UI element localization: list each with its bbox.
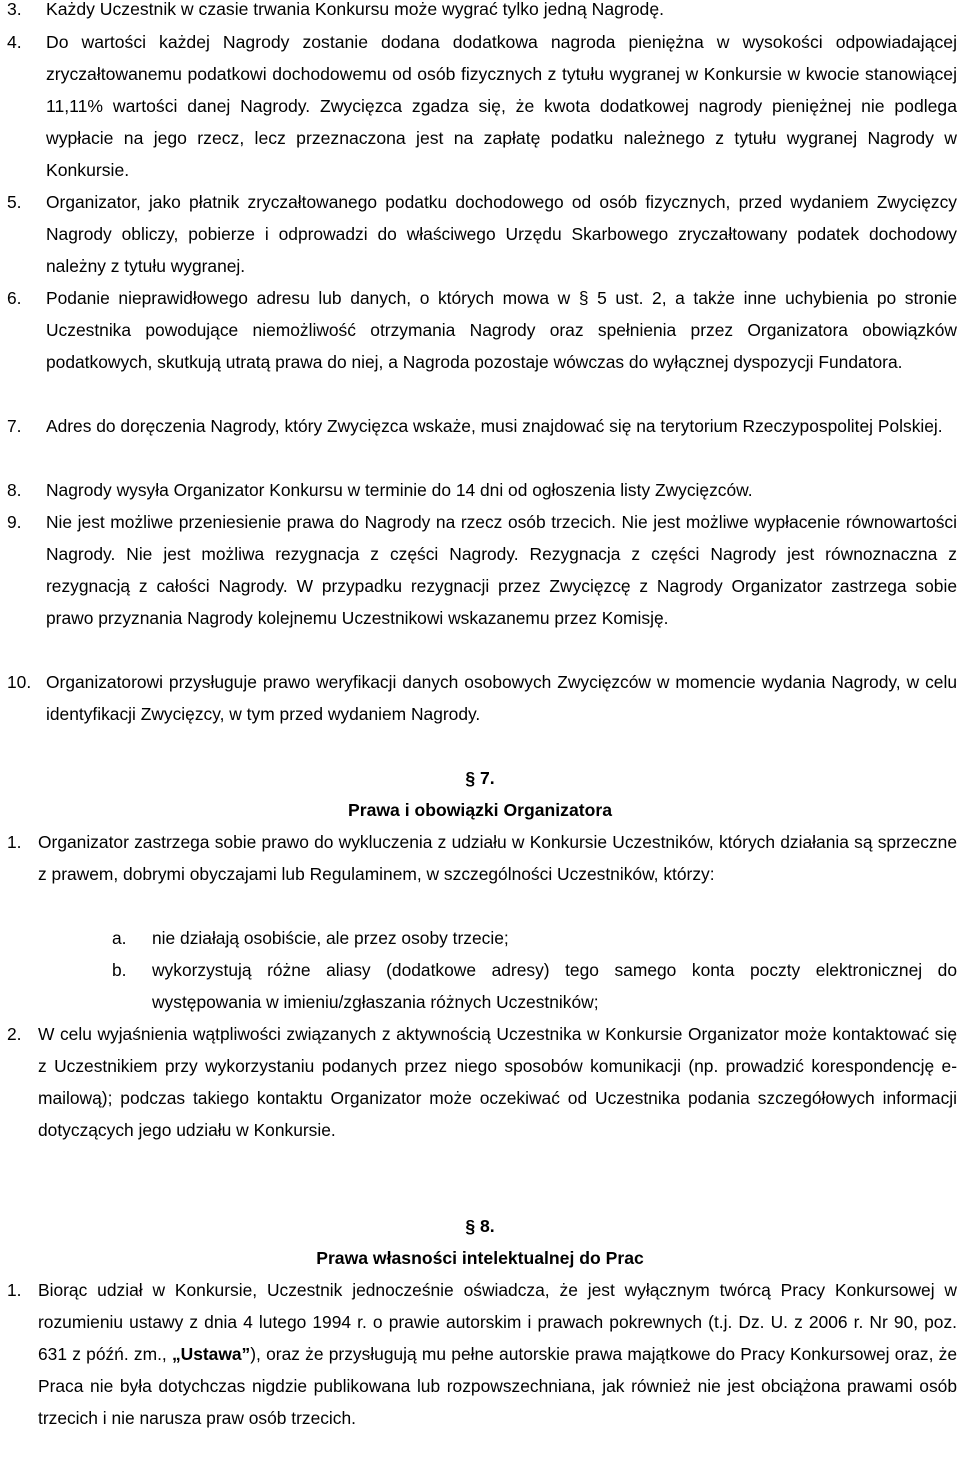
item-text: Do wartości każdej Nagrody zostanie dodana dodatkowa nagroda pieniężna w wysokości odpowiadającej zryczałtowanemu podatkowi dochodowemu od osób fizycznych z tytułu wygranej w Konkursie w kwocie stanowiącej 11,11% wartości danej Nagrody. Zwycięzca zgadza się, że kwota dodatkowej nagrody pieniężnej nie podlega wypłacie na jego rzecz, lecz przeznaczona jest na zapłatę podatku należnego z tytułu wygranej Nagrody w Konkursie. [46, 32, 957, 180]
item-number: 2. [7, 1024, 22, 1044]
item-number: 8. [7, 480, 22, 500]
item-number: 7. [7, 416, 22, 436]
item-text [38, 1274, 957, 1434]
section-7-subitem-b [112, 954, 957, 1018]
section-8-number: § 8. [465, 1216, 495, 1236]
subitem-text: nie działają osobiście, ale przez osoby trzecie; [152, 928, 509, 948]
item-number: 3. [7, 0, 22, 19]
section-7-number: § 7. [465, 768, 495, 788]
list-item-7 [0, 410, 957, 442]
subitem-text: wykorzystują różne aliasy (dodatkowe adresy) tego samego konta poczty elektronicznej do występowania w imieniu/zgłaszania różnych Uczestników; [152, 960, 957, 1012]
subitem-letter: a. [112, 928, 127, 948]
item-number: 5. [7, 192, 22, 212]
item-number: 1. [7, 1280, 22, 1300]
list-item-4 [0, 26, 957, 186]
list-item-5 [0, 186, 957, 282]
subitem-letter: b. [112, 960, 127, 980]
item-number: 4. [7, 32, 22, 52]
item-text: Każdy Uczestnik w czasie trwania Konkursu może wygrać tylko jedną Nagrodę. [46, 0, 665, 19]
item-text: Podanie nieprawidłowego adresu lub danych, o których mowa w § 5 ust. 2, a także inne uchybienia po stronie Uczestnika powodujące niemożliwość otrzymania Nagrody oraz spełnienia przez Organizatora obowiązków podatkowych, skutkują utratą prawa do niej, a Nagroda pozostaje wówczas do wyłącznej dyspozycji Fundatora. [46, 288, 957, 372]
item-text-part-1: Biorąc udział w Konkursie, Uczestnik jednocześnie oświadcza, że jest wyłącznym twórcą Pracy Konkursowej w rozumieniu ustawy z dnia 4 lutego 1994 r. o prawie autorskim i prawach pokrewnych (t.j. Dz. U. z 2006 r. Nr 90, poz. 631 z późń. zm., [38, 1280, 957, 1364]
item-text: Nie jest możliwe przeniesienie prawa do Nagrody na rzecz osób trzecich. Nie jest możliwe wypłacenie równowartości Nagrody. Nie jest możliwa rezygnacja z części Nagrody. Rezygnacja z części Nagrody jest równoznaczna z rezygnacją z całości Nagrody. W przypadku rezygnacji przez Zwycięzcę z Nagrody Organizator zastrzega sobie prawo przyznania Nagrody kolejnemu Uczestnikowi wskazanemu przez Komisję. [46, 512, 957, 628]
item-text-bold-term: „Ustawa” [171, 1344, 251, 1364]
list-item-8 [0, 474, 957, 506]
item-text: W celu wyjaśnienia wątpliwości związanych z aktywnością Uczestnika w Konkursie Organizator może kontaktować się z Uczestnikiem przy wykorzystaniu podanych przez niego sposobów komunikacji (np. prowadzić korespondencję e-mailową); podczas takiego kontaktu Organizator może oczekiwać od Uczestnika podania szczegółowych informacji dotyczących jego udziału w Konkursie. [38, 1024, 957, 1140]
list-item-9 [0, 506, 957, 634]
section-7-subitem-a [112, 922, 957, 954]
section-7-item-2 [0, 1018, 957, 1146]
list-item-6 [0, 282, 957, 378]
item-text: Organizatorowi przysługuje prawo weryfikacji danych osobowych Zwycięzców w momencie wydania Nagrody, w celu identyfikacji Zwycięzcy, w tym przed wydaniem Nagrody. [46, 672, 957, 724]
item-text-part-2: ), oraz że przysługują mu pełne autorskie prawa majątkowe do Pracy Konkursowej oraz, że Praca nie była dotychczas nigdzie publikowana lub rozpowszechniana, jak również nie jest obciążona prawami osób trzecich i nie narusza praw osób trzecich. [38, 1344, 957, 1428]
item-text: Adres do doręczenia Nagrody, który Zwycięzca wskaże, musi znajdować się na terytorium Rzeczypospolitej Polskiej. [46, 416, 943, 436]
section-7-item-1 [0, 826, 957, 890]
item-text: Organizator zastrzega sobie prawo do wykluczenia z udziału w Konkursie Uczestników, których działania są sprzeczne z prawem, dobrymi obyczajami lub Regulaminem, w szczególności Uczestników, którzy: [38, 832, 957, 884]
item-text: Nagrody wysyła Organizator Konkursu w terminie do 14 dni od ogłoszenia listy Zwycięzców. [46, 480, 753, 500]
list-item-3 [0, 0, 957, 25]
section-7-title: Prawa i obowiązki Organizatora [348, 800, 612, 820]
item-text: Organizator, jako płatnik zryczałtowanego podatku dochodowego od osób fizycznych, przed wydaniem Zwycięzcy Nagrody obliczy, pobierze i odprowadzi do właściwego Urzędu Skarbowego zryczałtowany podatek dochodowy należny z tytułu wygranej. [46, 192, 957, 276]
section-8-title: Prawa własności intelektualnej do Prac [316, 1248, 644, 1268]
item-number: 1. [7, 832, 22, 852]
item-number: 10. [7, 672, 32, 692]
item-number: 9. [7, 512, 22, 532]
list-item-10 [0, 666, 957, 730]
section-8-item-1 [0, 1274, 957, 1434]
item-number: 6. [7, 288, 22, 308]
